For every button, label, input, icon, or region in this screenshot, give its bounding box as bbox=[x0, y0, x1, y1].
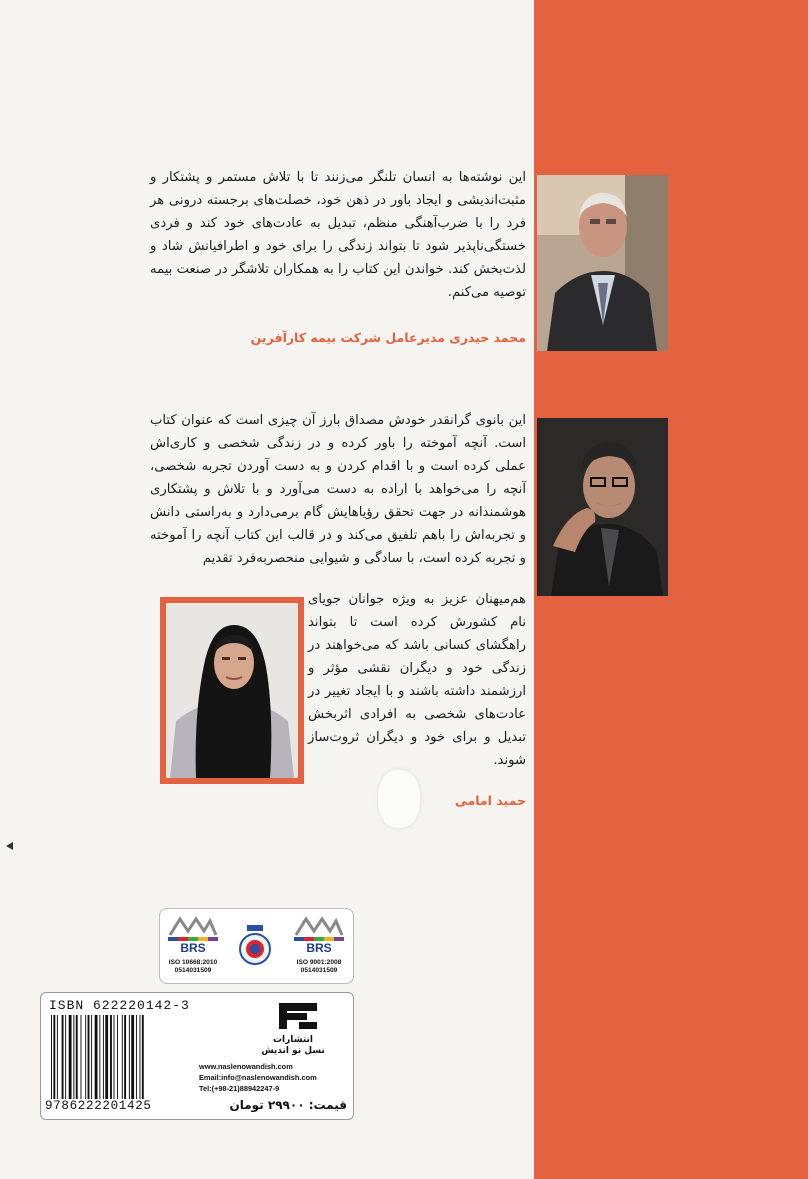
brs-logo-icon bbox=[168, 915, 218, 937]
barcode-bar bbox=[131, 1015, 134, 1099]
barcode-bar bbox=[57, 1015, 58, 1099]
endorsement-second: این بانوی گرانقدر خودش مصداق بارز آن چیزی است که عنوان کتاب است. آنچه آموخته را باور کرده و در زندگی شخصی و کاری‌اش عملی کرده است و با اقدام کردن و به دست آوردن تجربه شخصی، آنچه را می‌خواهد با اراده به دست می‌آورد و با تلاش و پشتکاری هوشمندانه در جهت تحقق رؤیاهایش گام برمی‌دارد و به‌راستی دانش و تجربه‌اش را باهم تلفیق می‌کند و در قالب این کتاب آنچه را آموخته و تجربه کرده است، با سادگی و شیوایی منحصربه‌فرد تقدیم bbox=[150, 413, 526, 566]
barcode-bar bbox=[51, 1015, 52, 1099]
barcode-bar bbox=[73, 1015, 74, 1099]
isbn-text: ISBN 622220142-3 bbox=[49, 998, 190, 1013]
barcode-bar bbox=[136, 1015, 137, 1099]
barcode-bar bbox=[69, 1015, 72, 1099]
cover-sticker-mark bbox=[378, 770, 420, 828]
photo-author bbox=[166, 603, 298, 778]
barcode-bar bbox=[114, 1015, 115, 1099]
iso-number: ISO 9001:2008 bbox=[296, 959, 342, 966]
publisher-contact bbox=[199, 1061, 349, 1094]
publisher-label: انتشارات bbox=[273, 1035, 313, 1045]
gor-seal-icon bbox=[238, 923, 272, 967]
barcode-bar bbox=[85, 1015, 86, 1099]
telephone: Tel:(+98-21)88942247-9 bbox=[199, 1084, 280, 1093]
barcode-sticker bbox=[40, 992, 354, 1120]
iso-standard bbox=[164, 959, 222, 975]
publisher-name bbox=[241, 1035, 345, 1057]
price: قیمت: ۲۹۹۰۰ تومان bbox=[229, 1098, 347, 1112]
iso-code: 0514031509 bbox=[300, 967, 338, 974]
brs-badge-left bbox=[164, 915, 222, 977]
barcode-bar bbox=[53, 1015, 55, 1099]
photo-author-frame bbox=[160, 597, 304, 784]
barcode-bar bbox=[95, 1015, 98, 1099]
endorsement-first: این نوشته‌ها به انسان تلنگر می‌زنند تا با تلاش مستمر و پشتکار و مثبت‌اندیشی و ایجاد باور در ذهن خود، خصلت‌های برجسته درونی هر فرد را با ضرب‌آهنگی منظم، تبدیل به عادت‌های خود کند و فردی خستگی‌ناپذیر شود تا بتواند زندگی را برای خود و اطرافیانش شاد و لذت‌بخش کند. خواندن این کتاب را به همکاران تلاشگر در صنعت بیمه توصیه می‌کنم. bbox=[150, 170, 526, 300]
barcode-bar bbox=[88, 1015, 90, 1099]
iso-standard bbox=[290, 959, 348, 975]
iso-number: ISO 10668:2010 bbox=[168, 959, 218, 966]
barcode-bar bbox=[105, 1015, 108, 1099]
barcode-bar bbox=[81, 1015, 82, 1099]
website: www.naslenowandish.com bbox=[199, 1062, 293, 1071]
barcode-bar bbox=[76, 1015, 78, 1099]
barcode-bar bbox=[91, 1015, 92, 1099]
marker-triangle-icon bbox=[6, 842, 13, 850]
barcode-bar bbox=[65, 1015, 66, 1099]
barcode-bar bbox=[117, 1015, 118, 1099]
barcode-bar bbox=[142, 1015, 144, 1099]
iso-code: 0514031509 bbox=[174, 967, 212, 974]
certification-badges bbox=[159, 908, 354, 984]
signature-first: محمد حیدری مدیرعامل شرکت بیمه کارآفرین bbox=[250, 330, 526, 345]
barcode-bar bbox=[103, 1015, 104, 1099]
ean-number: 9786222201425 bbox=[45, 1099, 152, 1113]
barcode-bar bbox=[122, 1015, 123, 1099]
publisher-title: نسل نو اندیش bbox=[261, 1046, 325, 1056]
barcode-bar bbox=[62, 1015, 64, 1099]
brs-brand: BRS bbox=[306, 941, 332, 955]
barcode-bar bbox=[140, 1015, 141, 1099]
email: Email:info@naslenowandish.com bbox=[199, 1073, 317, 1082]
photo-hamid-emami bbox=[537, 418, 668, 596]
publisher-logo-icon bbox=[277, 1001, 319, 1031]
photo-mohammad-heydari bbox=[537, 175, 668, 351]
barcode-bars bbox=[49, 1015, 177, 1099]
barcode-bar bbox=[124, 1015, 126, 1099]
brs-brand: BRS bbox=[180, 941, 206, 955]
brs-logo-icon bbox=[294, 915, 344, 937]
barcode-bar bbox=[99, 1015, 100, 1099]
signature-second: حمید امامی bbox=[454, 793, 526, 808]
endorsement-second-continued: هم‌میهنان عزیز به ویژه جوانان جویای نام کشورش کرده است تا بتواند راهگشای کسانی باشد که می‌خواهند در زندگی خود و دیگران نقشی مؤثر و ارزشمند داشته باشند و با ایجاد تغییر در عادت‌های شخصی به افرادی اثربخش تبدیل و برای خود و دیگران ثروت‌ساز شوند. bbox=[308, 592, 526, 768]
barcode-bar bbox=[129, 1015, 130, 1099]
barcode-bar bbox=[110, 1015, 112, 1099]
brs-badge-right bbox=[290, 915, 348, 977]
